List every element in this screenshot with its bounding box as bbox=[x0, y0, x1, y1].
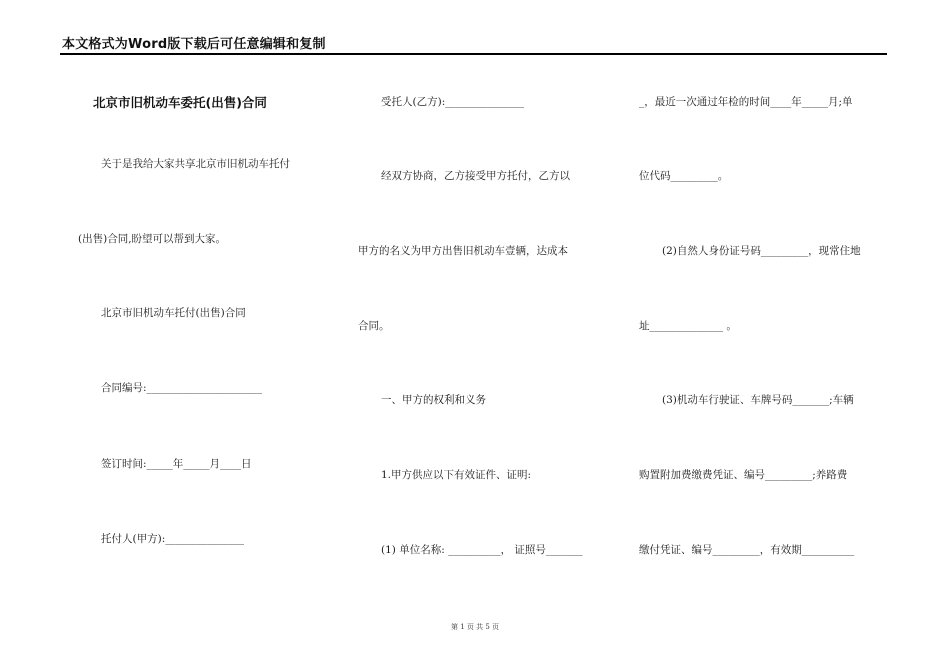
middle-line-4: 合同。 bbox=[358, 320, 390, 332]
id-number-field: (2)自然人身份证号码_________，现常住地 bbox=[662, 245, 861, 257]
right-line-4: 址______________ 。 bbox=[639, 320, 737, 332]
right-line-1: _，最近一次通过年检的时间____年_____月;单 bbox=[639, 96, 853, 108]
right-line-6: 购置附加费缴费凭证、编号_________;养路费 bbox=[639, 469, 848, 481]
page-number-footer: 第 1 页 共 5 页 bbox=[450, 623, 500, 631]
left-line-2: (出售)合同,盼望可以帮到大家。 bbox=[78, 233, 227, 245]
document-title: 北京市旧机动车委托(出售)合同 bbox=[93, 95, 267, 110]
middle-line-3: 甲方的名义为甲方出售旧机动车壹辆，达成本 bbox=[358, 245, 568, 257]
agent-party-field: 受托人(乙方):_______________ bbox=[381, 96, 524, 108]
section-heading-party-a: 一、甲方的权利和义务 bbox=[381, 394, 486, 406]
middle-line-2: 经双方协商，乙方接受甲方托付，乙方以 bbox=[381, 170, 570, 182]
document-banner: 本文格式为Word版下载后可任意编辑和复制 bbox=[62, 37, 326, 52]
right-line-2: 位代码_________。 bbox=[639, 170, 729, 182]
principal-party-field: 托付人(甲方):_______________ bbox=[101, 533, 244, 545]
vehicle-license-field: (3)机动车行驶证、车牌号码_______;车辆 bbox=[662, 394, 854, 406]
signing-date-field: 签订时间:_____年_____月____日 bbox=[101, 458, 252, 470]
contract-number-field: 合同编号:______________________ bbox=[101, 382, 263, 394]
middle-line-6: 1.甲方供应以下有效证件、证明: bbox=[381, 469, 532, 481]
banner-divider bbox=[60, 53, 887, 55]
unit-name-field: (1) 单位名称: __________， 证照号_______ bbox=[381, 544, 583, 556]
left-line-1: 关于是我给大家共享北京市旧机动车托付 bbox=[101, 158, 290, 170]
right-line-7: 缴付凭证、编号_________，有效期__________ bbox=[639, 544, 855, 556]
left-line-3: 北京市旧机动车托付(出售)合同 bbox=[101, 307, 246, 319]
